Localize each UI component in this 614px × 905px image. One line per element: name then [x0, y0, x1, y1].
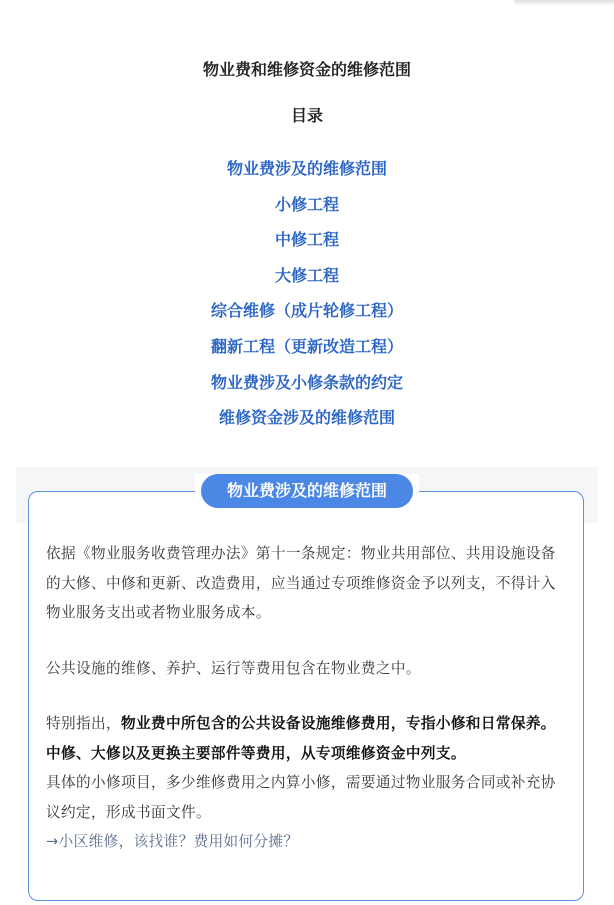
paragraph-special-note	[46, 709, 568, 739]
toc-entry	[0, 156, 614, 192]
toc-entry	[0, 334, 614, 370]
special-note-bold: 物业费中所包含的公共设备设施维修费用，专指小修和日常保养。	[120, 715, 556, 732]
section-heading-wrap	[0, 474, 614, 508]
paragraph-fee-coverage: 公共设施的维修、养护、运行等费用包含在物业费之中。	[46, 659, 421, 677]
paragraph-regulation: 依据《物业服务收费管理办法》第十一条规定：物业共用部位、共用设施设备的大修、中修和更新、改造费用，应当通过专项维修资金予以列支，不得计入物业服务支出或者物业服务成本。	[46, 545, 556, 621]
toc-link-fund-scope[interactable]: 维修资金涉及的维修范围	[218, 408, 395, 428]
section-heading-pill	[195, 474, 419, 508]
special-note-lead: 特别指出，	[46, 715, 121, 732]
toc-link-minor-repair[interactable]: 小修工程	[274, 194, 339, 214]
toc-entry	[0, 405, 614, 441]
toc-entry	[0, 192, 614, 228]
paragraph-contract-note: 具体的小修项目，多少维修费用之内算小修，需要通过物业服务合同或补充协议约定，形成书面文件。	[46, 774, 556, 821]
table-of-contents	[0, 156, 614, 441]
toc-entry	[0, 227, 614, 263]
toc-entry	[0, 263, 614, 299]
fund-usage-bold: 中修、大修以及更换主要部件等费用，从专项维修资金中列支。	[46, 744, 466, 762]
paragraph-fund-usage	[46, 739, 568, 769]
toc-entry	[0, 370, 614, 406]
section-body	[46, 539, 568, 857]
toc-link-renovation[interactable]: 翻新工程（更新改造工程）	[210, 336, 403, 356]
toc-link-major-repair[interactable]: 大修工程	[274, 265, 339, 285]
related-article-row	[46, 827, 568, 857]
section-heading: 物业费涉及的维修范围	[201, 474, 413, 508]
toc-entry	[0, 298, 614, 334]
toc-link-property-fee-scope[interactable]: 物业费涉及的维修范围	[226, 159, 387, 178]
toc-link-comprehensive-repair[interactable]: 综合维修（成片轮修工程）	[210, 301, 403, 321]
document-title: 物业费和维修资金的维修范围	[202, 60, 411, 79]
related-article-link[interactable]: →小区维修，该找谁？费用如何分摊？	[46, 833, 299, 850]
top-edge-shadow	[514, 0, 614, 6]
toc-link-medium-repair[interactable]: 中修工程	[274, 230, 339, 250]
toc-link-minor-repair-terms[interactable]: 物业费涉及小修条款的约定	[210, 372, 403, 392]
toc-heading: 目录	[290, 106, 323, 125]
